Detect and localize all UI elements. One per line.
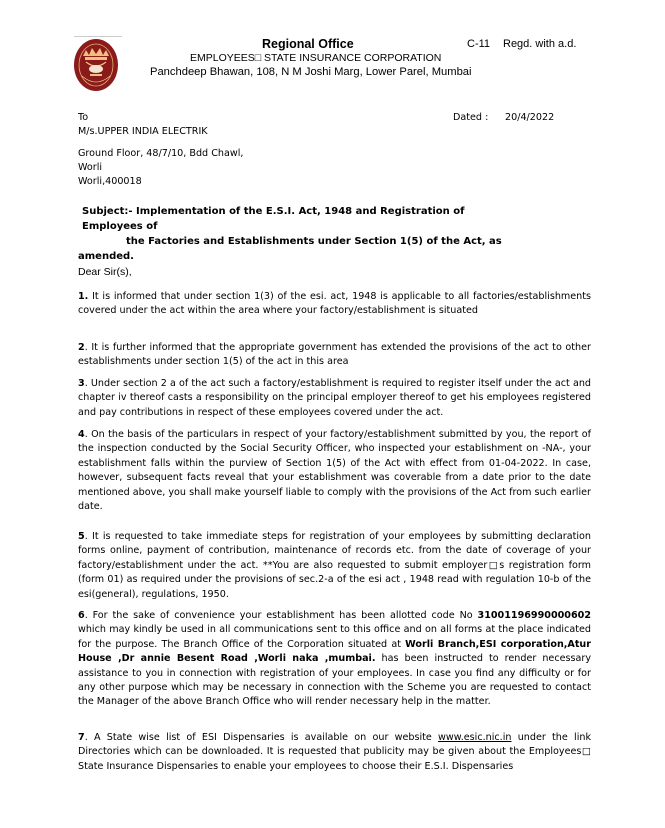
paragraph-number: 3 [78, 378, 85, 389]
registration-note: Regd. with a.d. [503, 38, 577, 50]
office-title: Regional Office [262, 37, 354, 51]
date-value: 20/4/2022 [505, 112, 555, 123]
recipient-name: M/s.UPPER INDIA ELECTRIK [78, 126, 208, 137]
paragraph-text: . Under section 2 a of the act such a factory/establishment is required to register itself under the act and chapter iv thereof casts a responsibility on the principal employer thereof to get his employees registered and pay contributions in respect of these employees covered under the act. [78, 378, 591, 418]
paragraph-5 [78, 530, 591, 602]
paragraph-2 [78, 341, 591, 370]
paragraph-3 [78, 377, 591, 420]
esic-emblem-icon [73, 36, 119, 92]
subject [78, 204, 512, 264]
paragraph-number: 2 [78, 342, 85, 353]
recipient-address-line: Worli,400018 [78, 176, 142, 187]
paragraph-text: . It is requested to take immediate steps for registration of your employees by submitting declaration forms online, payment of contribution, maintenance of records etc. from the date of coverage of your factory/establishment under the act. **You are also requested to submit employer□s registration form (form 01) as required under the provisions of sec.2-a of the esi act , 1948 read with regulation 10-b of the esi(general), regulations, 1950. [78, 531, 591, 600]
paragraph-4 [78, 428, 591, 514]
paragraph-1 [78, 290, 591, 319]
paragraph-text: has been instructed to render necessary assistance to you in connection with registration of your employees. In case you find any difficulty or for any other purpose which may be necessary in connection with the Scheme you are requested to contact the Manager of the above Branch Office who will render necessary help in the matter. [78, 653, 591, 708]
paragraph-text: which may kindly be used in all communications sent to this office and on all forms at the place indicated for the purpose. The Branch Office of the Corporation situated at [78, 624, 591, 650]
form-code: C-11 [467, 38, 491, 50]
recipient-address-line: Worli [78, 162, 103, 173]
paragraph-text: under the link Directories which can be downloaded. It is requested that publicity may be given about the Employees□ State Insurance Dispensaries to enable your employees to choose their E.S.I. Dispensaries [78, 732, 591, 772]
website-link[interactable]: www.esic.nic.in [438, 732, 512, 743]
paragraph-text: . On the basis of the particulars in respect of your factory/establishment submitted by you, the report of the inspection conducted by the Social Security Officer, who inspected your establishment on -NA-, your establishment falls within the purview of Section 1(5) of the Act with effect from 01-04-2022. In case, however, subsequent facts reveal that your establishment was coverable from a date prior to the date mentioned above, you shall make yourself liable to comply with the provisions of the Act from such earlier date. [78, 429, 591, 513]
paragraph-number: 4 [78, 429, 85, 440]
subject-line: Subject:- Implementation of the E.S.I. Act, 1948 and Registration of Employees of [82, 206, 465, 232]
paragraph-number: 1. [78, 291, 89, 302]
date-label: Dated : [453, 112, 489, 123]
employer-code: 31001196990000602 [477, 610, 591, 621]
branch-office-address: Worli Branch,ESI corporation,Atur House ,Dr annie Besent Road ,Worli naka ,mumbai. [78, 638, 591, 665]
paragraph-text: . For the sake of convenience your establishment has been allotted code No [84, 610, 478, 621]
subject-line: amended. [78, 251, 134, 262]
paragraph-number: 7 [78, 732, 85, 743]
paragraph-text: . It is further informed that the appropriate government has extended the provisions of the act to other establishments under section 1(5) of the act in this area [78, 342, 591, 368]
to-label: To [78, 112, 89, 123]
paragraph-number: 6 [78, 610, 85, 621]
subject-line: the Factories and Establishments under Section 1(5) of the Act, as [126, 236, 502, 247]
salutation: Dear Sir(s), [78, 266, 132, 278]
paragraph-6 [78, 609, 591, 710]
recipient-address-line: Ground Floor, 48/7/10, Bdd Chawl, [78, 148, 244, 159]
paragraph-number: 5 [78, 531, 85, 542]
paragraph-7 [78, 731, 591, 774]
paragraph-text: . A State wise list of ESI Dispensaries is available on our website [84, 732, 439, 743]
office-address: Panchdeep Bhawan, 108, N M Joshi Marg, Lower Parel, Mumbai [150, 66, 472, 78]
paragraph-text: It is informed that under section 1(3) of the esi. act, 1948 is applicable to all factories/establishments covered under the act within the area where your factory/establishment is situated [78, 291, 591, 317]
corporation-name: EMPLOYEES□ STATE INSURANCE CORPORATION [190, 52, 442, 64]
